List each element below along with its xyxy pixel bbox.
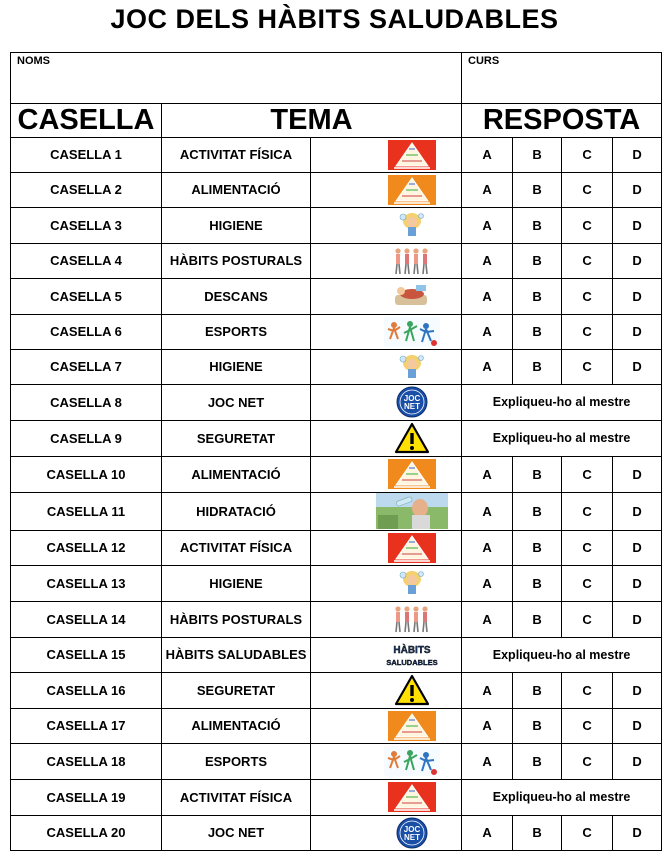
casella-label: CASELLA 5 [11,278,162,314]
answer-option-c[interactable]: C [562,601,613,637]
answer-option-a[interactable]: A [462,243,513,278]
red-pyramid-icon [311,779,462,815]
casella-label: CASELLA 10 [11,456,162,492]
tema-label: HÀBITS SALUDABLES [162,637,311,672]
table-row [11,314,662,349]
answer-option-d[interactable]: D [613,530,662,565]
column-header-tema: TEMA [162,104,462,138]
answer-option-b[interactable]: B [513,672,562,708]
answer-option-d[interactable]: D [613,815,662,850]
table-row [11,637,662,672]
casella-label: CASELLA 3 [11,207,162,243]
hydration-photo-icon [311,492,462,530]
table-row [11,138,662,173]
answer-option-c[interactable]: C [562,492,613,530]
answer-option-d[interactable]: D [613,314,662,349]
table-row [11,384,662,420]
casella-label: CASELLA 15 [11,637,162,672]
answer-option-a[interactable]: A [462,815,513,850]
answer-option-b[interactable]: B [513,815,562,850]
tema-label: DESCANS [162,278,311,314]
table-row [11,672,662,708]
answer-option-a[interactable]: A [462,601,513,637]
answer-option-d[interactable]: D [613,278,662,314]
answer-option-d[interactable]: D [613,243,662,278]
tema-label: HIGIENE [162,207,311,243]
table-row [11,601,662,637]
orange-pyramid-icon [311,456,462,492]
explain-to-teacher-note: Expliqueu-ho al mestre [462,779,662,815]
answer-option-a[interactable]: A [462,278,513,314]
course-label: CURS [468,55,500,67]
table-row [11,530,662,565]
casella-label: CASELLA 14 [11,601,162,637]
answer-option-d[interactable]: D [613,565,662,601]
casella-label: CASELLA 9 [11,420,162,456]
answer-option-a[interactable]: A [462,708,513,743]
answer-option-b[interactable]: B [513,492,562,530]
tema-label: HIDRATACIÓ [162,492,311,530]
answer-option-d[interactable]: D [613,708,662,743]
answer-option-b[interactable]: B [513,138,562,173]
answer-option-b[interactable]: B [513,207,562,243]
answer-option-a[interactable]: A [462,172,513,207]
answer-option-d[interactable]: D [613,672,662,708]
tema-label: ESPORTS [162,743,311,779]
answer-option-d[interactable]: D [613,172,662,207]
orange-pyramid-icon [311,172,462,207]
tema-label: HIGIENE [162,349,311,384]
answer-option-a[interactable]: A [462,349,513,384]
table-row [11,492,662,530]
tema-label: ALIMENTACIÓ [162,708,311,743]
warning-icon [311,672,462,708]
column-header-casella: CASELLA [11,104,162,138]
casella-label: CASELLA 16 [11,672,162,708]
answer-option-a[interactable]: A [462,314,513,349]
casella-label: CASELLA 4 [11,243,162,278]
answer-option-b[interactable]: B [513,601,562,637]
tema-label: ACTIVITAT FÍSICA [162,138,311,173]
casella-label: CASELLA 2 [11,172,162,207]
table-row [11,243,662,278]
answer-option-c[interactable]: C [562,708,613,743]
answer-option-c[interactable]: C [562,815,613,850]
table-row [11,349,662,384]
tema-label: ACTIVITAT FÍSICA [162,779,311,815]
hygiene-icon [311,565,462,601]
explain-to-teacher-note: Expliqueu-ho al mestre [462,637,662,672]
answer-option-b[interactable]: B [513,743,562,779]
table-row [11,779,662,815]
answer-option-d[interactable]: D [613,138,662,173]
table-row [11,172,662,207]
tema-label: SEGURETAT [162,420,311,456]
answer-option-d[interactable]: D [613,601,662,637]
red-pyramid-icon [311,138,462,173]
answer-option-b[interactable]: B [513,456,562,492]
answer-option-b[interactable]: B [513,708,562,743]
svg-text:JOC: JOC [403,394,421,403]
answer-option-b[interactable]: B [513,530,562,565]
casella-label: CASELLA 6 [11,314,162,349]
explain-to-teacher-note: Expliqueu-ho al mestre [462,384,662,420]
svg-text:HÀBITS: HÀBITS [393,644,431,656]
hygiene-icon [311,207,462,243]
answer-option-d[interactable]: D [613,349,662,384]
svg-text:SALUDABLES: SALUDABLES [386,657,438,667]
casella-label: CASELLA 18 [11,743,162,779]
warning-icon [311,420,462,456]
joc-net-badge-icon [311,815,462,850]
answer-option-c[interactable]: C [562,349,613,384]
tema-label: HÀBITS POSTURALS [162,601,311,637]
explain-to-teacher-note: Expliqueu-ho al mestre [462,420,662,456]
answer-option-c[interactable]: C [562,565,613,601]
posture-icon [311,243,462,278]
sports-icon [311,743,462,779]
answer-option-d[interactable]: D [613,743,662,779]
answer-option-c[interactable]: C [562,314,613,349]
orange-pyramid-icon [311,708,462,743]
answer-option-c[interactable]: C [562,743,613,779]
answer-option-c[interactable]: C [562,530,613,565]
answer-option-c[interactable]: C [562,207,613,243]
answer-option-a[interactable]: A [462,492,513,530]
casella-label: CASELLA 12 [11,530,162,565]
names-field[interactable] [11,53,462,104]
answer-option-d[interactable]: D [613,492,662,530]
answer-option-b[interactable]: B [513,243,562,278]
healthy-habits-logo-icon [311,637,462,672]
course-field[interactable] [462,53,662,104]
answer-option-d[interactable]: D [613,456,662,492]
answer-option-c[interactable]: C [562,172,613,207]
answer-option-b[interactable]: B [513,565,562,601]
red-pyramid-icon [311,530,462,565]
answer-option-a[interactable]: A [462,565,513,601]
names-label: NOMS [17,55,50,67]
page-title: JOC DELS HÀBITS SALUDABLES [110,4,559,34]
answer-option-b[interactable]: B [513,278,562,314]
tema-label: JOC NET [162,384,311,420]
answer-option-c[interactable]: C [562,672,613,708]
answer-option-d[interactable]: D [613,207,662,243]
casella-label: CASELLA 11 [11,492,162,530]
answer-option-b[interactable]: B [513,172,562,207]
casella-label: CASELLA 20 [11,815,162,850]
casella-label: CASELLA 1 [11,138,162,173]
tema-label: ACTIVITAT FÍSICA [162,530,311,565]
table-row [11,456,662,492]
casella-label: CASELLA 17 [11,708,162,743]
table-row [11,207,662,243]
answer-option-a[interactable]: A [462,530,513,565]
answer-option-c[interactable]: C [562,278,613,314]
column-header-resposta: RESPOSTA [462,104,662,138]
casella-label: CASELLA 8 [11,384,162,420]
answer-option-c[interactable]: C [562,456,613,492]
answer-option-a[interactable]: A [462,743,513,779]
casella-label: CASELLA 13 [11,565,162,601]
sports-icon [311,314,462,349]
answer-option-c[interactable]: C [562,138,613,173]
table-row [11,278,662,314]
tema-label: HIGIENE [162,565,311,601]
svg-text:NET: NET [404,832,420,842]
joc-net-badge-icon [311,384,462,420]
answer-option-a[interactable]: A [462,138,513,173]
answer-option-b[interactable]: B [513,314,562,349]
tema-label: ALIMENTACIÓ [162,456,311,492]
tema-label: HÀBITS POSTURALS [162,243,311,278]
answer-sheet-table [10,52,662,851]
casella-label: CASELLA 7 [11,349,162,384]
tema-label: ESPORTS [162,314,311,349]
tema-label: JOC NET [162,815,311,850]
tema-label: SEGURETAT [162,672,311,708]
table-row [11,565,662,601]
table-row [11,743,662,779]
table-row [11,708,662,743]
tema-label: ALIMENTACIÓ [162,172,311,207]
svg-text:NET: NET [404,402,420,411]
table-row [11,420,662,456]
posture-icon [311,601,462,637]
answer-option-c[interactable]: C [562,243,613,278]
answer-option-b[interactable]: B [513,349,562,384]
hygiene-icon [311,349,462,384]
answer-option-a[interactable]: A [462,672,513,708]
answer-option-a[interactable]: A [462,207,513,243]
svg-text:JOC: JOC [403,824,421,834]
rest-icon [311,278,462,314]
table-row [11,815,662,850]
answer-option-a[interactable]: A [462,456,513,492]
casella-label: CASELLA 19 [11,779,162,815]
